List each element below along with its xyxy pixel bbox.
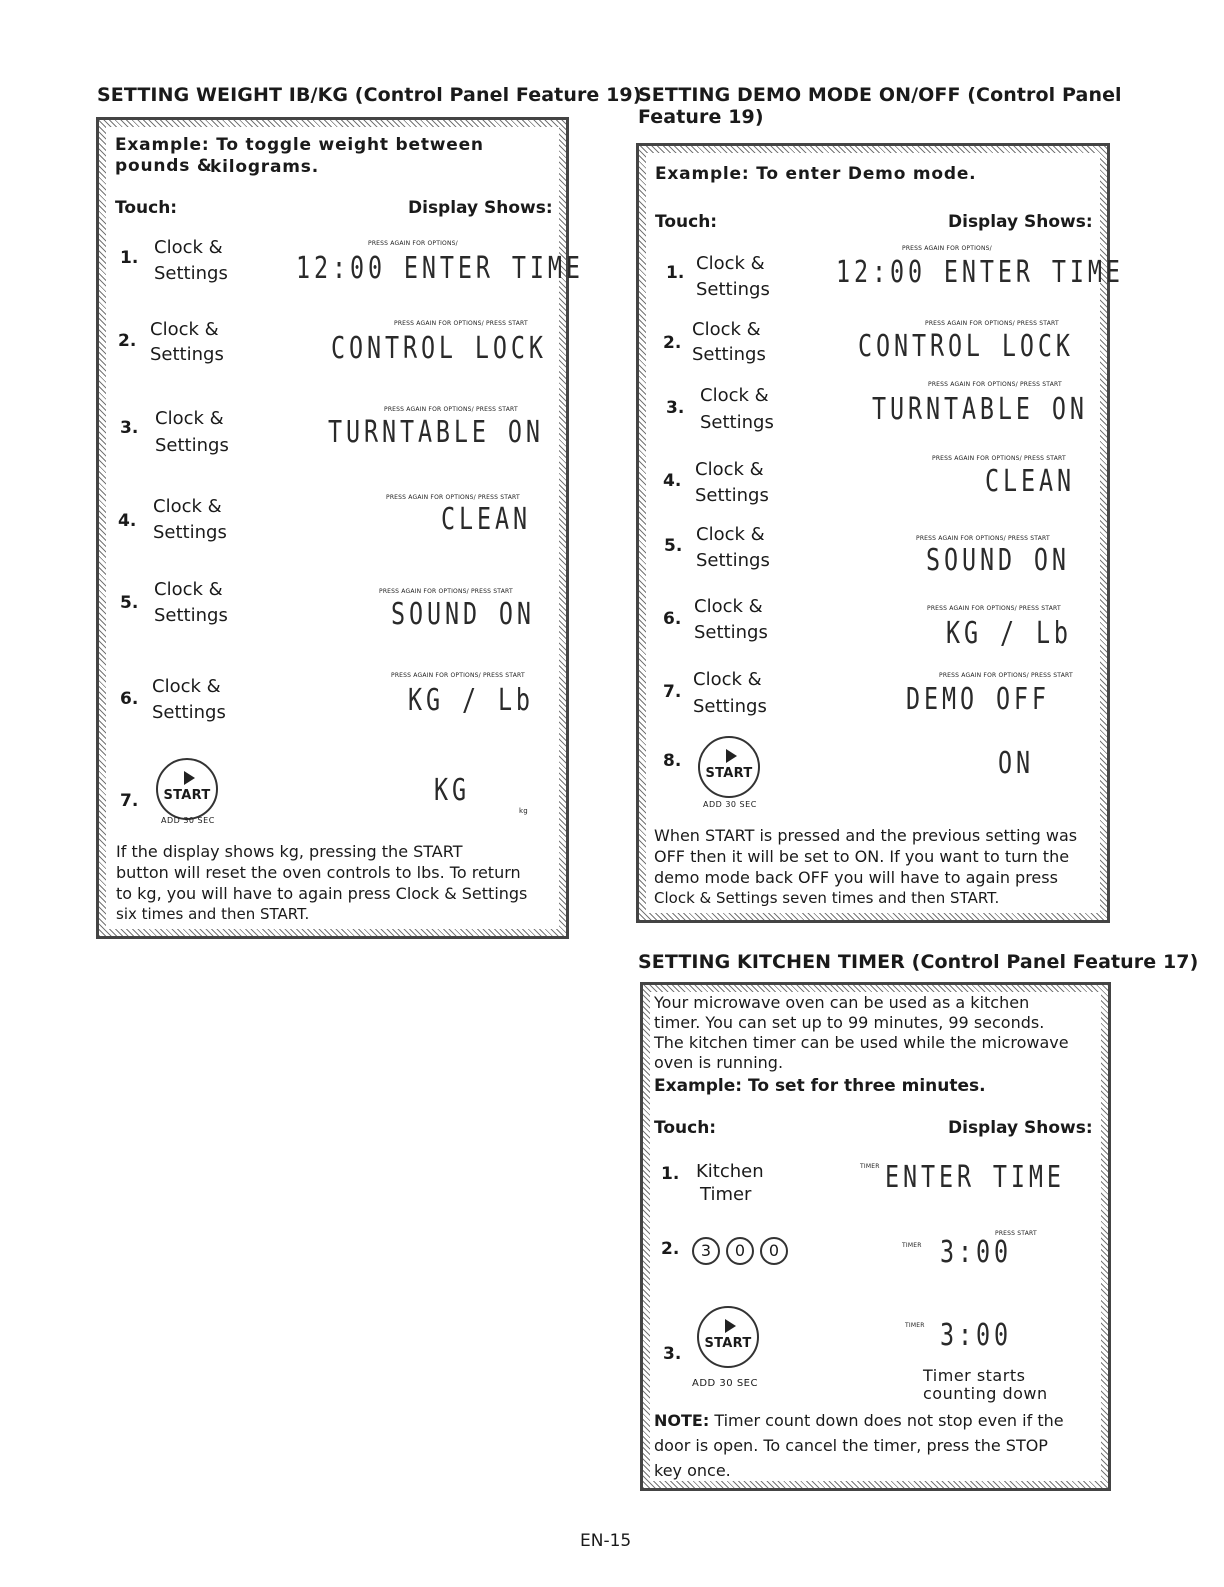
weight-step5-label2: Settings — [154, 605, 228, 626]
weight-step2-number: 2. — [118, 331, 137, 351]
weight-step5-label1: Clock & — [154, 579, 223, 600]
play-icon — [725, 1319, 736, 1333]
timer-intro-line1: Your microwave oven can be used as a kitchen — [654, 993, 1030, 1012]
weight-step4-hint: PRESS AGAIN FOR OPTIONS/ PRESS START — [386, 494, 520, 501]
timer-note-line1 — [654, 1408, 1064, 1433]
digit-3-button[interactable]: 3 — [692, 1237, 720, 1265]
demo-step7-number: 7. — [663, 682, 682, 702]
weight-step4-display: CLEAN — [441, 502, 531, 537]
weight-step1-label2: Settings — [154, 263, 228, 284]
demo-step6-hint: PRESS AGAIN FOR OPTIONS/ PRESS START — [927, 605, 1061, 612]
demo-step5-hint: PRESS AGAIN FOR OPTIONS/ PRESS START — [916, 535, 1050, 542]
weight-step7-display: KG — [434, 773, 470, 808]
demo-step1-display: 12:00 ENTER TIME — [836, 255, 1124, 290]
weight-step4-label1: Clock & — [153, 496, 222, 517]
play-icon — [726, 749, 737, 763]
weight-step2-display: CONTROL LOCK — [331, 331, 547, 366]
demo-display-header: Display Shows: — [948, 212, 1093, 232]
weight-step6-label2: Settings — [152, 702, 226, 723]
weight-display-header: Display Shows: — [408, 198, 553, 218]
demo-heading-line2: Feature 19) — [638, 106, 764, 128]
demo-step4-display: CLEAN — [985, 464, 1075, 499]
timer-step2-number: 2. — [661, 1239, 680, 1259]
weight-step6-hint: PRESS AGAIN FOR OPTIONS/ PRESS START — [391, 672, 525, 679]
timer-intro-line2: timer. You can set up to 99 minutes, 99 seconds. — [654, 1013, 1045, 1032]
demo-add30-label: ADD 30 SEC — [703, 800, 757, 809]
timer-note — [654, 1408, 1064, 1483]
weight-step2-label2: Settings — [150, 344, 224, 365]
timer-start-button[interactable] — [697, 1306, 759, 1368]
demo-note-line4: Clock & Settings seven times and then START. — [654, 889, 1000, 907]
demo-step7-hint: PRESS AGAIN FOR OPTIONS/ PRESS START — [939, 672, 1073, 679]
timer-step3-number: 3. — [663, 1344, 682, 1364]
demo-note — [654, 825, 1077, 909]
weight-step7-number: 7. — [120, 791, 139, 811]
demo-step6-number: 6. — [663, 609, 682, 629]
weight-note-line2: button will reset the oven controls to lbs. To return — [116, 863, 521, 882]
weight-step6-label1: Clock & — [152, 676, 221, 697]
demo-step7-display: DEMO OFF — [906, 682, 1050, 717]
demo-step5-label2: Settings — [696, 550, 770, 571]
weight-step1-number: 1. — [120, 248, 139, 268]
weight-note — [116, 841, 527, 925]
timer-note-line2: door is open. To cancel the timer, press the STOP — [654, 1436, 1048, 1455]
demo-step1-label2: Settings — [696, 279, 770, 300]
demo-step2-display: CONTROL LOCK — [858, 329, 1074, 364]
timer-intro-line3: The kitchen timer can be used while the microwave — [654, 1033, 1069, 1052]
demo-step1-hint: PRESS AGAIN FOR OPTIONS/ — [902, 245, 992, 252]
demo-step5-label1: Clock & — [696, 524, 765, 545]
timer-heading: SETTING KITCHEN TIMER (Control Panel Feature 17) — [638, 951, 1199, 973]
demo-step2-label1: Clock & — [692, 319, 761, 340]
weight-kg-unit: kg — [519, 807, 528, 815]
demo-example: Example: To enter Demo mode. — [655, 164, 977, 184]
demo-note-line1: When START is pressed and the previous setting was — [654, 826, 1078, 845]
weight-step1-display: 12:00 ENTER TIME — [296, 251, 584, 286]
demo-step4-label2: Settings — [695, 485, 769, 506]
weight-step6-display: KG / Lb — [408, 683, 534, 718]
timer-starts-line1: Timer starts — [923, 1366, 1026, 1385]
timer-step2-tag: TIMER — [902, 1242, 922, 1249]
weight-step3-label2: Settings — [155, 435, 229, 456]
demo-step8-number: 8. — [663, 751, 682, 771]
demo-step2-hint: PRESS AGAIN FOR OPTIONS/ PRESS START — [925, 320, 1059, 327]
weight-step2-hint: PRESS AGAIN FOR OPTIONS/ PRESS START — [394, 320, 528, 327]
weight-step3-label1: Clock & — [155, 408, 224, 429]
note-label: NOTE: — [654, 1411, 710, 1430]
demo-step6-label1: Clock & — [694, 596, 763, 617]
timer-note-line3: key once. — [654, 1461, 731, 1480]
demo-step8-display: ON — [998, 746, 1034, 781]
timer-example: Example: To set for three minutes. — [654, 1076, 986, 1096]
weight-example-box — [96, 117, 584, 939]
weight-step1-label1: Clock & — [154, 237, 223, 258]
demo-step4-hint: PRESS AGAIN FOR OPTIONS/ PRESS START — [932, 455, 1066, 462]
timer-starts-line2: counting down — [923, 1384, 1048, 1403]
weight-step5-display: SOUND ON — [391, 597, 535, 632]
weight-step3-number: 3. — [120, 418, 139, 438]
start-button-label: START — [704, 1336, 752, 1351]
timer-step1-label2: Timer — [700, 1184, 752, 1205]
weight-note-line4: six times and then START. — [116, 905, 310, 923]
demo-note-line2: OFF then it will be set to ON. If you want to turn the — [654, 847, 1070, 866]
start-button-label: START — [705, 766, 753, 781]
demo-step7-label1: Clock & — [693, 669, 762, 690]
timer-panel — [650, 992, 1101, 1481]
weight-step3-display: TURNTABLE ON — [328, 415, 544, 450]
timer-add30-label: ADD 30 SEC — [692, 1378, 758, 1389]
demo-step7-label2: Settings — [693, 696, 767, 717]
timer-intro-line4: oven is running. — [654, 1053, 784, 1072]
weight-step3-hint: PRESS AGAIN FOR OPTIONS/ PRESS START — [384, 406, 518, 413]
demo-step4-number: 4. — [663, 471, 682, 491]
demo-step5-display: SOUND ON — [926, 543, 1070, 578]
weight-step5-number: 5. — [120, 593, 139, 613]
demo-note-line3: demo mode back OFF you will have to again press — [654, 868, 1058, 887]
demo-example-panel — [646, 153, 1124, 913]
timer-step1-label1: Kitchen — [696, 1161, 764, 1182]
demo-step5-number: 5. — [664, 536, 683, 556]
demo-start-button[interactable] — [698, 736, 760, 798]
demo-touch-header: Touch: — [655, 212, 718, 232]
timer-intro — [654, 993, 1069, 1073]
weight-touch-header: Touch: — [115, 198, 178, 218]
demo-step2-label2: Settings — [692, 344, 766, 365]
demo-step3-hint: PRESS AGAIN FOR OPTIONS/ PRESS START — [928, 381, 1062, 388]
timer-note-text1: Timer count down does not stop even if the — [709, 1411, 1064, 1430]
weight-add30-label: ADD 30 SEC — [161, 816, 215, 825]
weight-heading: SETTING WEIGHT IB/KG (Control Panel Feature 19) — [97, 84, 642, 106]
timer-step1-number: 1. — [661, 1164, 680, 1184]
demo-step1-number: 1. — [666, 263, 685, 283]
weight-step4-number: 4. — [118, 511, 137, 531]
play-icon — [184, 771, 195, 785]
weight-note-line3: to kg, you will have to again press Clock & Settings — [116, 884, 528, 903]
timer-step3-display: 3:00 — [940, 1318, 1012, 1353]
demo-step6-display: KG / Lb — [946, 616, 1072, 651]
weight-step5-hint: PRESS AGAIN FOR OPTIONS/ PRESS START — [379, 588, 513, 595]
start-button-label: START — [163, 788, 211, 803]
demo-step4-label1: Clock & — [695, 459, 764, 480]
demo-step3-label2: Settings — [700, 412, 774, 433]
page-number: EN-15 — [580, 1531, 632, 1551]
demo-step3-number: 3. — [666, 398, 685, 418]
timer-touch-header: Touch: — [654, 1118, 717, 1138]
weight-step4-label2: Settings — [153, 522, 227, 543]
demo-step3-label1: Clock & — [700, 385, 769, 406]
demo-step2-number: 2. — [663, 333, 682, 353]
demo-step3-display: TURNTABLE ON — [872, 392, 1088, 427]
timer-step1-display: ENTER TIME — [885, 1160, 1065, 1195]
weight-step1-hint: PRESS AGAIN FOR OPTIONS/ — [368, 240, 458, 247]
timer-step1-tag: TIMER — [860, 1163, 880, 1170]
demo-heading-line1: SETTING DEMO MODE ON/OFF (Control Panel — [638, 84, 1122, 106]
timer-step2-display: 3:00 — [940, 1235, 1012, 1270]
weight-start-button[interactable] — [156, 758, 218, 820]
weight-note-line1: If the display shows kg, pressing the START — [116, 842, 463, 861]
weight-step2-label1: Clock & — [150, 319, 219, 340]
timer-step3-tag: TIMER — [905, 1322, 925, 1329]
weight-step6-number: 6. — [120, 689, 139, 709]
timer-press-start-hint: PRESS START — [995, 1230, 1037, 1237]
weight-example-line1: Example: To toggle weight between pounds & — [115, 135, 484, 176]
demo-step6-label2: Settings — [694, 622, 768, 643]
digit-0-button-2[interactable]: 0 — [760, 1237, 788, 1265]
timer-box — [640, 982, 1111, 1491]
demo-step1-label1: Clock & — [696, 253, 765, 274]
demo-example-box — [636, 143, 1124, 923]
digit-0-button-1[interactable]: 0 — [726, 1237, 754, 1265]
weight-example-line2: kilograms. — [210, 157, 319, 177]
weight-example-panel — [106, 127, 584, 929]
timer-display-header: Display Shows: — [948, 1118, 1093, 1138]
